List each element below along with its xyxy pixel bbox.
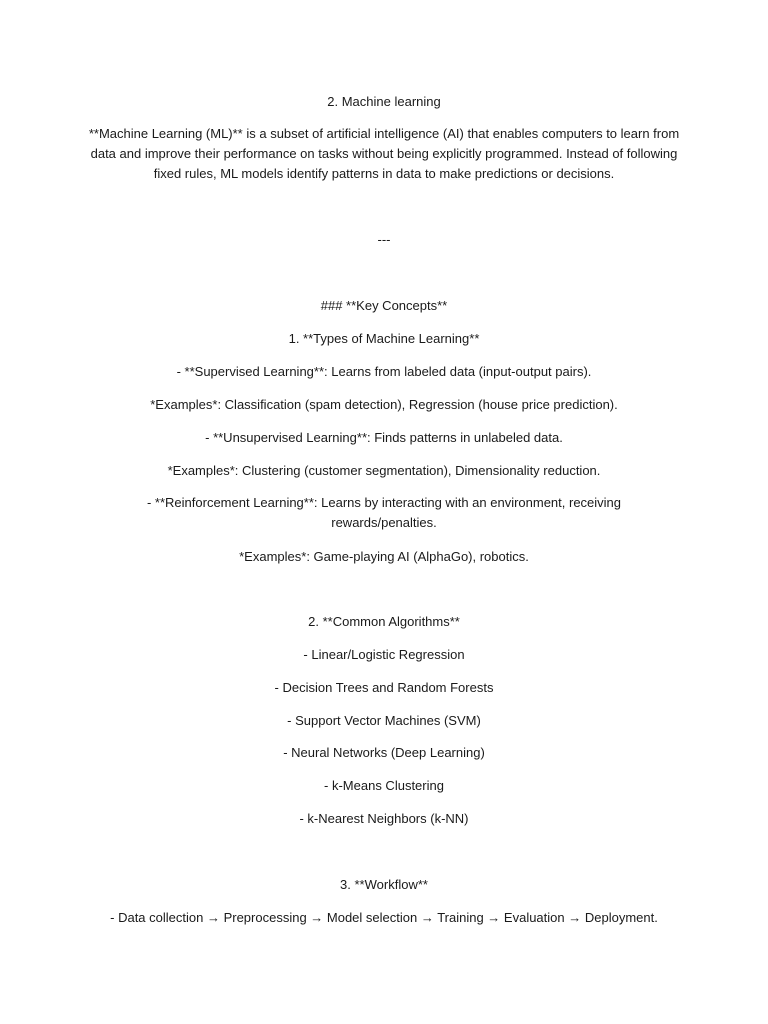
algorithm-item: - k-Means Clustering xyxy=(324,778,444,793)
algorithm-item: - k-Nearest Neighbors (k-NN) xyxy=(299,811,469,826)
separator: --- xyxy=(377,232,391,247)
types-heading: 1. **Types of Machine Learning** xyxy=(288,331,480,346)
algorithm-item: - Support Vector Machines (SVM) xyxy=(287,713,481,728)
supervised-item: - **Supervised Learning**: Learns from labeled data (input-output pairs). xyxy=(176,364,592,379)
key-concepts-heading: ### **Key Concepts** xyxy=(320,298,448,313)
unsupervised-item: - **Unsupervised Learning**: Finds patterns in unlabeled data. xyxy=(205,430,563,445)
algorithms-heading: 2. **Common Algorithms** xyxy=(308,614,460,629)
workflow-heading: 3. **Workflow** xyxy=(340,877,428,892)
workflow-steps: - Data collection → Preprocessing → Model selection → Training → Evaluation → Deployment. xyxy=(110,910,658,925)
intro-paragraph: **Machine Learning (ML)** is a subset of artificial intelligence (AI) that enables computers to learn from data and improve their performance on tasks without being explicitly programmed. Instead of following fixed rules, ML models identify patterns in data to make predictions or decisions. xyxy=(88,126,680,181)
algorithm-item: - Neural Networks (Deep Learning) xyxy=(283,745,485,760)
supervised-examples: *Examples*: Classification (spam detection), Regression (house price prediction). xyxy=(150,397,618,412)
unsupervised-examples: *Examples*: Clustering (customer segmentation), Dimensionality reduction. xyxy=(167,463,601,478)
algorithm-item: - Linear/Logistic Regression xyxy=(303,647,465,662)
reinforcement-examples: *Examples*: Game-playing AI (AlphaGo), robotics. xyxy=(239,549,529,564)
algorithm-item: - Decision Trees and Random Forests xyxy=(274,680,494,695)
section-heading: 2. Machine learning xyxy=(327,94,441,109)
reinforcement-item: - **Reinforcement Learning**: Learns by interacting with an environment, receiving rewards/penalties. xyxy=(146,495,622,530)
